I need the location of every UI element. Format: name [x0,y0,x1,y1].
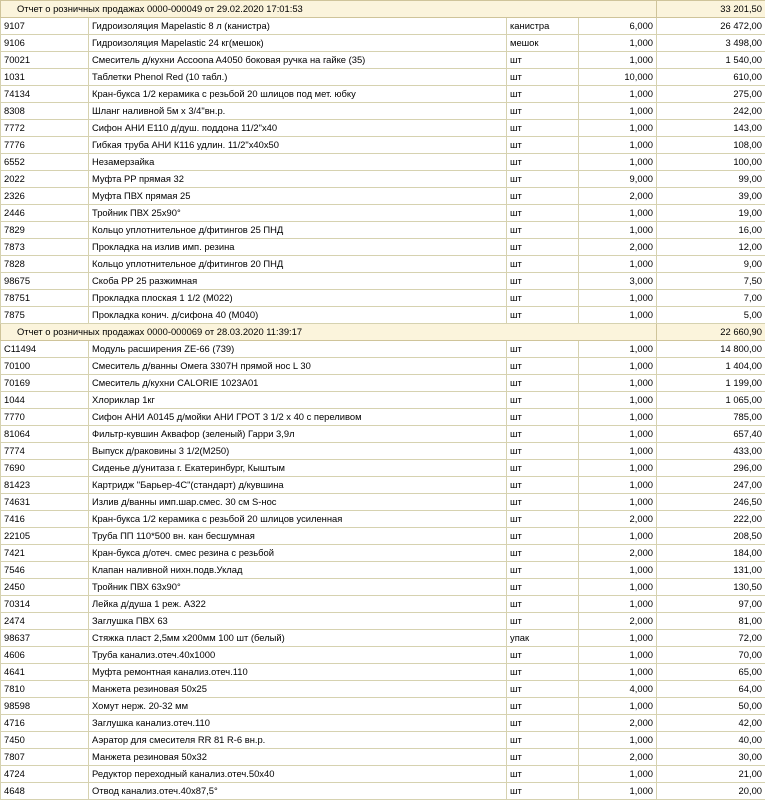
item-sum-cell: 785,00 [657,409,765,426]
item-qty-cell: 1,000 [579,256,657,273]
item-sum-cell: 12,00 [657,239,765,256]
item-sum-cell: 21,00 [657,766,765,783]
item-sum-cell: 19,00 [657,205,765,222]
item-name-cell: Клапан наливной нихн.подв.Уклад [89,562,507,579]
item-unit-cell: шт [507,681,579,698]
item-name-cell: Прокладка на излив имп. резина [89,239,507,256]
item-code-cell: 7774 [1,443,89,460]
item-sum-cell: 130,50 [657,579,765,596]
item-name-cell: Труба ПП 110*500 вн. кан бесшумная [89,528,507,545]
item-unit-cell: шт [507,86,579,103]
item-code-cell: 70100 [1,358,89,375]
item-name-cell: Отвод канализ.отеч.40х87,5° [89,783,507,800]
item-unit-cell: шт [507,154,579,171]
item-sum-cell: 610,00 [657,69,765,86]
item-unit-cell: шт [507,188,579,205]
item-name-cell: Редуктор переходный канализ.отеч.50х40 [89,766,507,783]
item-unit-cell: шт [507,426,579,443]
item-name-cell: Труба канализ.отеч.40х1000 [89,647,507,664]
table-row[interactable] [1,562,765,579]
item-unit-cell: шт [507,460,579,477]
item-name-cell: Тройник ПВХ 25х90° [89,205,507,222]
item-qty-cell: 1,000 [579,103,657,120]
item-qty-cell: 1,000 [579,698,657,715]
item-qty-cell: 6,000 [579,18,657,35]
table-row[interactable] [1,494,765,511]
item-qty-cell: 1,000 [579,137,657,154]
item-sum-cell: 1 199,00 [657,375,765,392]
item-name-cell: Хлориклар 1кг [89,392,507,409]
item-code-cell: 7416 [1,511,89,528]
report-group-title: Отчет о розничных продажах 0000-000069 от 28.03.2020 11:39:17 [1,324,657,341]
item-qty-cell: 1,000 [579,528,657,545]
item-code-cell: 98637 [1,630,89,647]
table-row[interactable] [1,392,765,409]
item-name-cell: Кольцо уплотнительное д/фитингов 20 ПНД [89,256,507,273]
item-name-cell: Сифон АНИ А0145 д/мойки АНИ ГРОТ 3 1/2 х 40 с переливом [89,409,507,426]
table-row[interactable] [1,222,765,239]
item-code-cell: 7829 [1,222,89,239]
item-code-cell: 2446 [1,205,89,222]
item-unit-cell: шт [507,290,579,307]
item-qty-cell: 1,000 [579,426,657,443]
table-row[interactable] [1,732,765,749]
table-row[interactable] [1,698,765,715]
table-row[interactable] [1,188,765,205]
table-row[interactable] [1,409,765,426]
item-sum-cell: 7,50 [657,273,765,290]
item-qty-cell: 1,000 [579,222,657,239]
item-name-cell: Гидроизоляция Mapelastic 24 кг(мешок) [89,35,507,52]
item-code-cell: 8308 [1,103,89,120]
item-sum-cell: 50,00 [657,698,765,715]
table-row[interactable] [1,715,765,732]
item-qty-cell: 1,000 [579,120,657,137]
item-unit-cell: шт [507,171,579,188]
table-row[interactable] [1,579,765,596]
item-code-cell: 74134 [1,86,89,103]
item-name-cell: Сиденье д/унитаза г. Екатеринбург, Кыштым [89,460,507,477]
item-sum-cell: 39,00 [657,188,765,205]
item-sum-cell: 14 800,00 [657,341,765,358]
item-sum-cell: 433,00 [657,443,765,460]
table-row[interactable] [1,171,765,188]
item-code-cell: 1044 [1,392,89,409]
item-code-cell: 70314 [1,596,89,613]
item-unit-cell: шт [507,137,579,154]
item-sum-cell: 20,00 [657,783,765,800]
item-qty-cell: 3,000 [579,273,657,290]
item-qty-cell: 1,000 [579,375,657,392]
item-name-cell: Заглушка ПВХ 63 [89,613,507,630]
item-sum-cell: 296,00 [657,460,765,477]
item-sum-cell: 247,00 [657,477,765,494]
item-name-cell: Шланг наливной 5м х 3/4"вн.р. [89,103,507,120]
item-code-cell: 98598 [1,698,89,715]
item-name-cell: Кран-букса 1/2 керамика с резьбой 20 шлицов усиленная [89,511,507,528]
table-row[interactable] [1,630,765,647]
item-name-cell: Муфта PP прямая 32 [89,171,507,188]
item-qty-cell: 2,000 [579,613,657,630]
item-name-cell: Аэратор для смесителя RR 81 R-6 вн.р. [89,732,507,749]
item-code-cell: 7810 [1,681,89,698]
table-row[interactable] [1,154,765,171]
item-qty-cell: 1,000 [579,205,657,222]
item-qty-cell: 1,000 [579,154,657,171]
item-code-cell: 98675 [1,273,89,290]
item-code-cell: 7546 [1,562,89,579]
table-row[interactable] [1,18,765,35]
item-qty-cell: 1,000 [579,86,657,103]
item-qty-cell: 1,000 [579,341,657,358]
item-sum-cell: 131,00 [657,562,765,579]
item-sum-cell: 7,00 [657,290,765,307]
item-name-cell: Гибкая труба АНИ К116 удлин. 11/2"х40х50 [89,137,507,154]
item-sum-cell: 42,00 [657,715,765,732]
item-qty-cell: 10,000 [579,69,657,86]
table-row[interactable] [1,35,765,52]
item-name-cell: Излив д/ванны имп.шар.смес. 30 см S-нос [89,494,507,511]
item-name-cell: Сифон АНИ Е110 д/душ. поддона 11/2"х40 [89,120,507,137]
item-name-cell: Кольцо уплотнительное д/фитингов 25 ПНД [89,222,507,239]
table-row[interactable] [1,290,765,307]
item-unit-cell: шт [507,69,579,86]
item-unit-cell: шт [507,545,579,562]
table-row[interactable] [1,664,765,681]
item-unit-cell: шт [507,783,579,800]
table-row[interactable] [1,528,765,545]
item-name-cell: Картридж "Барьер-4С"(стандарт) д/кувшина [89,477,507,494]
item-code-cell: 7450 [1,732,89,749]
report-body [1,1,765,800]
item-sum-cell: 64,00 [657,681,765,698]
item-code-cell: 9106 [1,35,89,52]
item-unit-cell: шт [507,392,579,409]
item-code-cell: 78751 [1,290,89,307]
item-name-cell: Кран-букса д/отеч. смес резина с резьбой [89,545,507,562]
item-name-cell: Хомут нерж. 20-32 мм [89,698,507,715]
item-unit-cell: шт [507,749,579,766]
item-sum-cell: 9,00 [657,256,765,273]
item-name-cell: Фильтр-кувшин Аквафор (зеленый) Гарри 3,9л [89,426,507,443]
item-code-cell: 4641 [1,664,89,681]
item-unit-cell: мешок [507,35,579,52]
item-name-cell: Смеситель д/кухни CALORIE 1023A01 [89,375,507,392]
item-code-cell: 70169 [1,375,89,392]
item-unit-cell: упак [507,630,579,647]
item-unit-cell: шт [507,528,579,545]
item-qty-cell: 1,000 [579,664,657,681]
item-qty-cell: 2,000 [579,715,657,732]
item-sum-cell: 1 540,00 [657,52,765,69]
item-code-cell: 7807 [1,749,89,766]
table-row[interactable] [1,86,765,103]
item-unit-cell: шт [507,443,579,460]
item-code-cell: 74631 [1,494,89,511]
item-sum-cell: 3 498,00 [657,35,765,52]
item-unit-cell: шт [507,732,579,749]
item-sum-cell: 30,00 [657,749,765,766]
item-name-cell: Кран-букса 1/2 керамика с резьбой 20 шлицов под мет. юбку [89,86,507,103]
item-qty-cell: 1,000 [579,732,657,749]
item-qty-cell: 1,000 [579,307,657,324]
item-code-cell: 7421 [1,545,89,562]
item-name-cell: Прокладка конич. д/сифона 40 (М040) [89,307,507,324]
item-unit-cell: шт [507,52,579,69]
item-unit-cell: шт [507,239,579,256]
item-unit-cell: шт [507,256,579,273]
item-code-cell: 4648 [1,783,89,800]
item-sum-cell: 72,00 [657,630,765,647]
item-unit-cell: шт [507,103,579,120]
item-sum-cell: 99,00 [657,171,765,188]
item-code-cell: 70021 [1,52,89,69]
item-unit-cell: шт [507,698,579,715]
item-qty-cell: 1,000 [579,579,657,596]
item-qty-cell: 1,000 [579,494,657,511]
item-unit-cell: шт [507,562,579,579]
item-sum-cell: 108,00 [657,137,765,154]
item-qty-cell: 1,000 [579,477,657,494]
item-name-cell: Прокладка плоская 1 1/2 (М022) [89,290,507,307]
item-unit-cell: шт [507,205,579,222]
item-qty-cell: 1,000 [579,443,657,460]
item-name-cell: Гидроизоляция Mapelastic 8 л (канистра) [89,18,507,35]
item-unit-cell: шт [507,596,579,613]
item-unit-cell: шт [507,273,579,290]
item-qty-cell: 1,000 [579,460,657,477]
item-code-cell: 2474 [1,613,89,630]
report-group-total: 33 201,50 [657,1,765,18]
table-row[interactable] [1,766,765,783]
item-sum-cell: 5,00 [657,307,765,324]
item-sum-cell: 222,00 [657,511,765,528]
item-sum-cell: 242,00 [657,103,765,120]
item-code-cell: 7690 [1,460,89,477]
item-code-cell: 4606 [1,647,89,664]
item-qty-cell: 1,000 [579,766,657,783]
table-row[interactable] [1,103,765,120]
item-unit-cell: шт [507,341,579,358]
table-row[interactable] [1,613,765,630]
item-sum-cell: 26 472,00 [657,18,765,35]
item-sum-cell: 40,00 [657,732,765,749]
item-qty-cell: 1,000 [579,52,657,69]
item-name-cell: Таблетки Phenol Red (10 табл.) [89,69,507,86]
item-name-cell: Тройник ПВХ 63х90° [89,579,507,596]
item-name-cell: Манжета резиновая 50х25 [89,681,507,698]
item-qty-cell: 1,000 [579,290,657,307]
item-unit-cell: шт [507,409,579,426]
item-code-cell: 2022 [1,171,89,188]
item-sum-cell: 65,00 [657,664,765,681]
table-row[interactable] [1,256,765,273]
item-unit-cell: шт [507,307,579,324]
item-qty-cell: 9,000 [579,171,657,188]
item-qty-cell: 2,000 [579,749,657,766]
item-code-cell: 2450 [1,579,89,596]
table-row[interactable] [1,358,765,375]
table-row[interactable] [1,205,765,222]
item-unit-cell: шт [507,715,579,732]
report-group-total: 22 660,90 [657,324,765,341]
item-sum-cell: 208,50 [657,528,765,545]
table-row[interactable] [1,307,765,324]
item-code-cell: 7875 [1,307,89,324]
item-code-cell: 81423 [1,477,89,494]
item-qty-cell: 2,000 [579,545,657,562]
item-name-cell: Незамерзайка [89,154,507,171]
item-unit-cell: шт [507,358,579,375]
item-name-cell: Смеситель д/кухни Accoona A4050 боковая ручка на гайке (35) [89,52,507,69]
item-name-cell: Манжета резиновая 50х32 [89,749,507,766]
table-row[interactable] [1,426,765,443]
item-qty-cell: 1,000 [579,783,657,800]
item-name-cell: Лейка д/душа 1 реж. А322 [89,596,507,613]
table-row[interactable] [1,273,765,290]
table-row[interactable] [1,52,765,69]
item-unit-cell: канистра [507,18,579,35]
item-code-cell: 81064 [1,426,89,443]
report-group-row[interactable] [1,324,765,341]
item-code-cell: 9107 [1,18,89,35]
item-sum-cell: 97,00 [657,596,765,613]
item-sum-cell: 246,50 [657,494,765,511]
item-qty-cell: 1,000 [579,35,657,52]
item-code-cell: 22105 [1,528,89,545]
item-unit-cell: шт [507,511,579,528]
item-name-cell: Заглушка канализ.отеч.110 [89,715,507,732]
item-qty-cell: 1,000 [579,358,657,375]
table-row[interactable] [1,341,765,358]
item-name-cell: Скоба PP 25 разжимная [89,273,507,290]
item-qty-cell: 1,000 [579,647,657,664]
item-qty-cell: 1,000 [579,630,657,647]
item-name-cell: Стяжка пласт 2,5мм х200мм 100 шт (белый) [89,630,507,647]
table-row[interactable] [1,69,765,86]
item-unit-cell: шт [507,494,579,511]
item-code-cell: 1031 [1,69,89,86]
table-row[interactable] [1,596,765,613]
item-qty-cell: 2,000 [579,188,657,205]
report-group-title: Отчет о розничных продажах 0000-000049 от 29.02.2020 17:01:53 [1,1,657,18]
item-qty-cell: 1,000 [579,562,657,579]
table-row[interactable] [1,511,765,528]
item-name-cell: Смеситель д/ванны Омега 3307Н прямой нос L 30 [89,358,507,375]
item-code-cell: 7770 [1,409,89,426]
table-row[interactable] [1,137,765,154]
item-sum-cell: 100,00 [657,154,765,171]
item-sum-cell: 275,00 [657,86,765,103]
item-sum-cell: 1 404,00 [657,358,765,375]
item-code-cell: С11494 [1,341,89,358]
item-qty-cell: 2,000 [579,239,657,256]
item-qty-cell: 1,000 [579,409,657,426]
table-row[interactable] [1,375,765,392]
table-row[interactable] [1,681,765,698]
item-unit-cell: шт [507,222,579,239]
item-code-cell: 4716 [1,715,89,732]
item-code-cell: 2326 [1,188,89,205]
item-sum-cell: 184,00 [657,545,765,562]
item-name-cell: Муфта ПВХ прямая 25 [89,188,507,205]
item-code-cell: 4724 [1,766,89,783]
item-name-cell: Муфта ремонтная канализ.отеч.110 [89,664,507,681]
item-sum-cell: 70,00 [657,647,765,664]
table-row[interactable] [1,443,765,460]
item-code-cell: 7772 [1,120,89,137]
item-unit-cell: шт [507,579,579,596]
item-code-cell: 7776 [1,137,89,154]
table-row[interactable] [1,647,765,664]
item-qty-cell: 1,000 [579,392,657,409]
table-row[interactable] [1,783,765,800]
item-sum-cell: 16,00 [657,222,765,239]
item-sum-cell: 657,40 [657,426,765,443]
item-code-cell: 7828 [1,256,89,273]
item-sum-cell: 143,00 [657,120,765,137]
item-unit-cell: шт [507,664,579,681]
item-sum-cell: 81,00 [657,613,765,630]
table-row[interactable] [1,749,765,766]
item-code-cell: 6552 [1,154,89,171]
report-group-row[interactable] [1,1,765,18]
item-unit-cell: шт [507,120,579,137]
item-unit-cell: шт [507,477,579,494]
item-unit-cell: шт [507,766,579,783]
item-sum-cell: 1 065,00 [657,392,765,409]
table-row[interactable] [1,460,765,477]
item-name-cell: Выпуск д/раковины 3 1/2(М250) [89,443,507,460]
table-row[interactable] [1,120,765,137]
table-row[interactable] [1,477,765,494]
item-unit-cell: шт [507,613,579,630]
item-unit-cell: шт [507,647,579,664]
item-qty-cell: 2,000 [579,511,657,528]
item-code-cell: 7873 [1,239,89,256]
table-row[interactable] [1,545,765,562]
item-name-cell: Модуль расширения ZE-66 (739) [89,341,507,358]
table-row[interactable] [1,239,765,256]
item-qty-cell: 4,000 [579,681,657,698]
item-qty-cell: 1,000 [579,596,657,613]
item-unit-cell: шт [507,375,579,392]
